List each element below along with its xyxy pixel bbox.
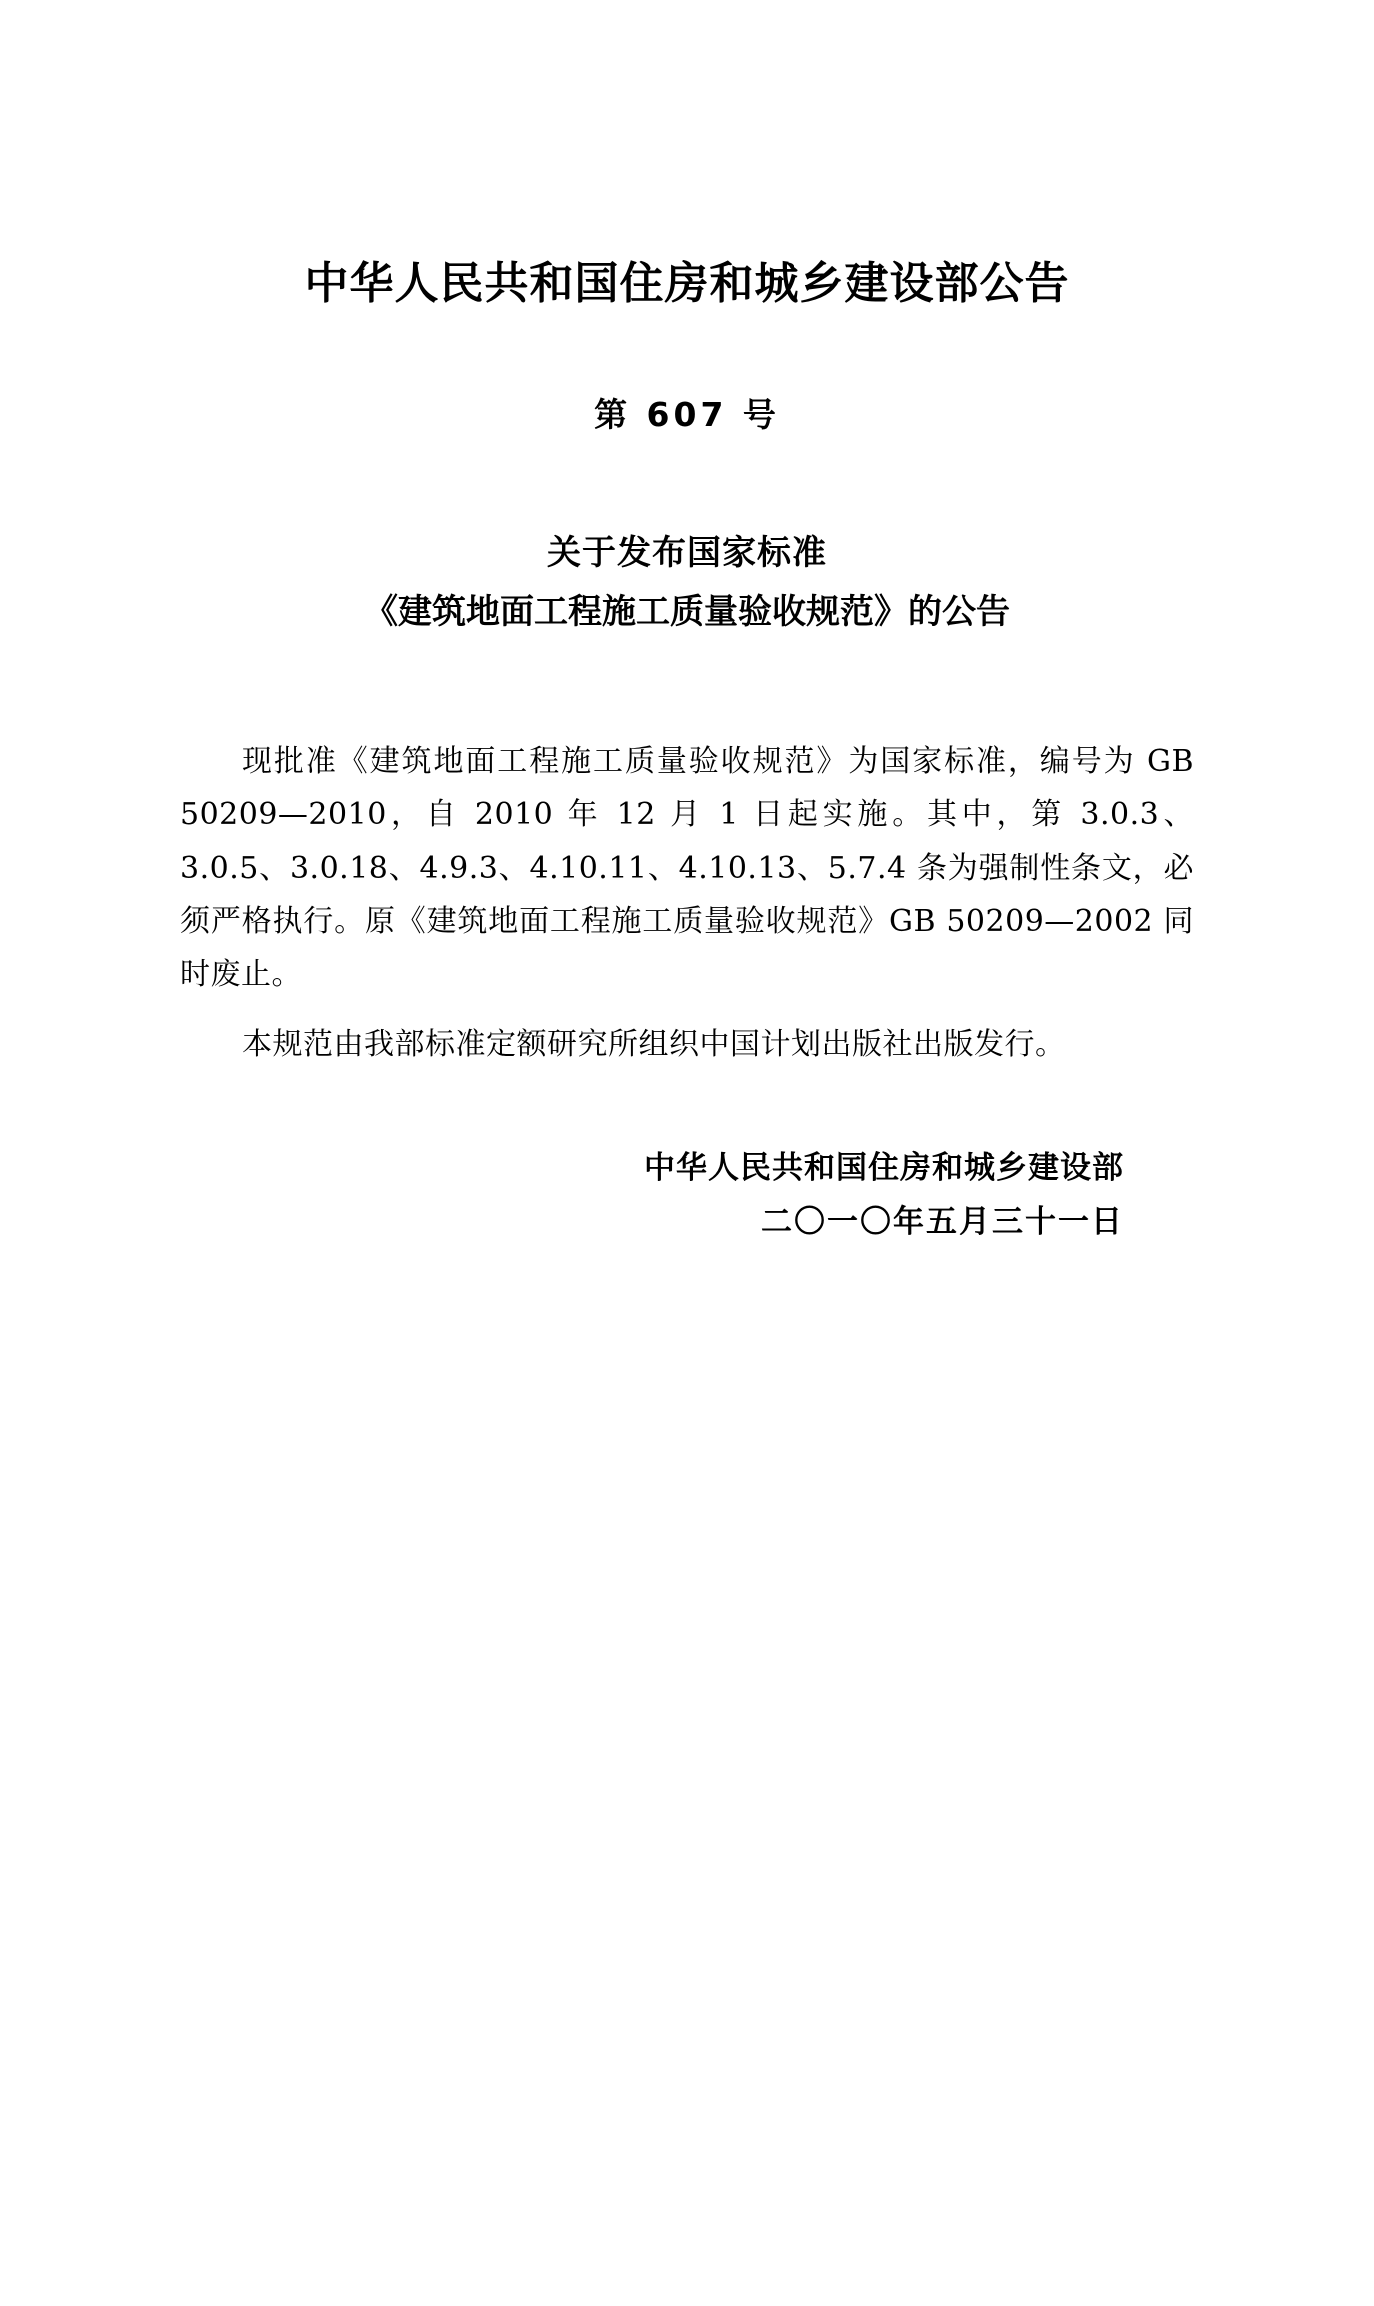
body-paragraph-1: 现批准《建筑地面工程施工质量验收规范》为国家标准，编号为 GB 50209—2010，自 2010 年 12 月 1 日起实施。其中，第 3.0.3、3.0.5、3.0.18、4.9.3、4.10.11、4.10.13、5.7.4 条为强制性条文，必须严格执行。原《建筑地面工程施工质量验收规范》GB 50209—2002 同时废止。 <box>180 743 1194 993</box>
subject-line-two: 《建筑地面工程施工质量验收规范》的公告 <box>364 592 1010 633</box>
announcement-body <box>180 735 1194 1071</box>
subject-line-one: 关于发布国家标准 <box>547 532 827 573</box>
announcement-number: 第 607 号 <box>594 394 780 434</box>
signature-organization: 中华人民共和国住房和城乡建设部 <box>644 1150 1124 1187</box>
signature-block <box>180 1141 1194 1250</box>
signature-date: 二〇一〇年五月三十一日 <box>761 1204 1124 1241</box>
body-paragraph-2: 本规范由我部标准定额研究所组织中国计划出版社出版发行。 <box>242 1026 1066 1062</box>
page-title: 中华人民共和国住房和城乡建设部公告 <box>304 258 1070 309</box>
document-page <box>0 258 1374 2306</box>
announcement-subject <box>180 524 1194 643</box>
